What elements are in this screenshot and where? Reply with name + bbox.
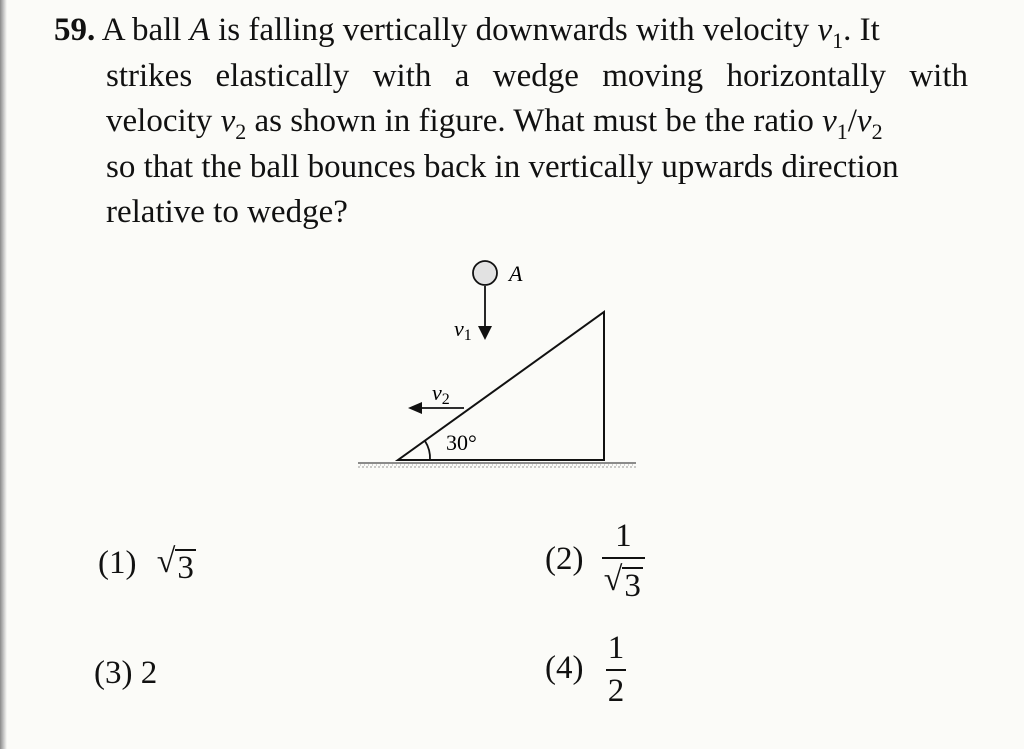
question-number: 59. xyxy=(54,12,96,48)
fraction xyxy=(602,520,645,604)
question-line-5 xyxy=(54,190,974,236)
subscript: 1 xyxy=(832,28,844,53)
option-2-label: (2) xyxy=(545,541,584,578)
denominator xyxy=(602,557,645,604)
velocity-symbol: v xyxy=(822,103,837,139)
ball-label: A xyxy=(509,261,523,286)
option-3[interactable] xyxy=(94,655,157,692)
v1-label: v1 xyxy=(454,316,472,344)
text: is falling vertically downwards with velocity xyxy=(209,12,818,48)
ball-a xyxy=(473,261,497,285)
radicand: 3 xyxy=(624,568,641,604)
option-2[interactable] xyxy=(545,520,645,604)
ground-surface xyxy=(358,463,636,467)
velocity-symbol: v xyxy=(817,12,833,48)
numerator: 1 xyxy=(607,630,625,666)
velocity-symbol: v xyxy=(856,103,872,139)
velocity-symbol: v xyxy=(220,103,236,139)
option-1[interactable] xyxy=(98,545,196,586)
denominator: 2 xyxy=(606,669,627,708)
subscript: 1 xyxy=(836,119,848,144)
sqrt-expression xyxy=(157,545,196,586)
option-3-value: 2 xyxy=(140,655,158,691)
text: A ball xyxy=(101,12,190,48)
text: strikes elastically with a wedge moving horizontally with xyxy=(106,57,968,94)
radicand: 3 xyxy=(177,550,194,587)
option-1-label: (1) xyxy=(98,545,137,581)
subscript: 2 xyxy=(871,119,883,144)
angle-arc xyxy=(425,441,430,460)
text: velocity xyxy=(106,103,221,139)
question-line-2 xyxy=(54,54,974,100)
text: . It xyxy=(843,12,880,48)
option-3-label: (3) xyxy=(94,655,133,691)
text: relative to wedge? xyxy=(106,194,348,230)
wedge-figure xyxy=(352,250,652,480)
text: as shown in figure. What must be the ratio xyxy=(246,103,823,139)
sqrt-sign: √ xyxy=(603,561,623,598)
question-line-3 xyxy=(54,99,974,145)
v2-label: v2 xyxy=(432,380,450,408)
option-4-label: (4) xyxy=(545,649,584,686)
question-line-1 xyxy=(54,8,974,54)
angle-label: 30° xyxy=(446,430,477,455)
text: / xyxy=(847,103,857,139)
wedge-triangle xyxy=(398,312,604,460)
fraction xyxy=(602,632,631,708)
subscript: 2 xyxy=(235,119,247,144)
sqrt-sign: √ xyxy=(156,543,176,581)
ball-name: A xyxy=(189,12,210,48)
option-4[interactable] xyxy=(545,632,630,708)
sqrt-expression xyxy=(604,563,643,604)
v1-arrowhead xyxy=(478,326,492,340)
page-edge-shadow xyxy=(0,0,7,749)
text: so that the ball bounces back in vertically upwards direction xyxy=(106,148,899,185)
numerator: 1 xyxy=(615,518,632,554)
question-text xyxy=(54,8,974,236)
question-line-4 xyxy=(54,145,974,191)
v2-arrowhead xyxy=(408,402,422,414)
